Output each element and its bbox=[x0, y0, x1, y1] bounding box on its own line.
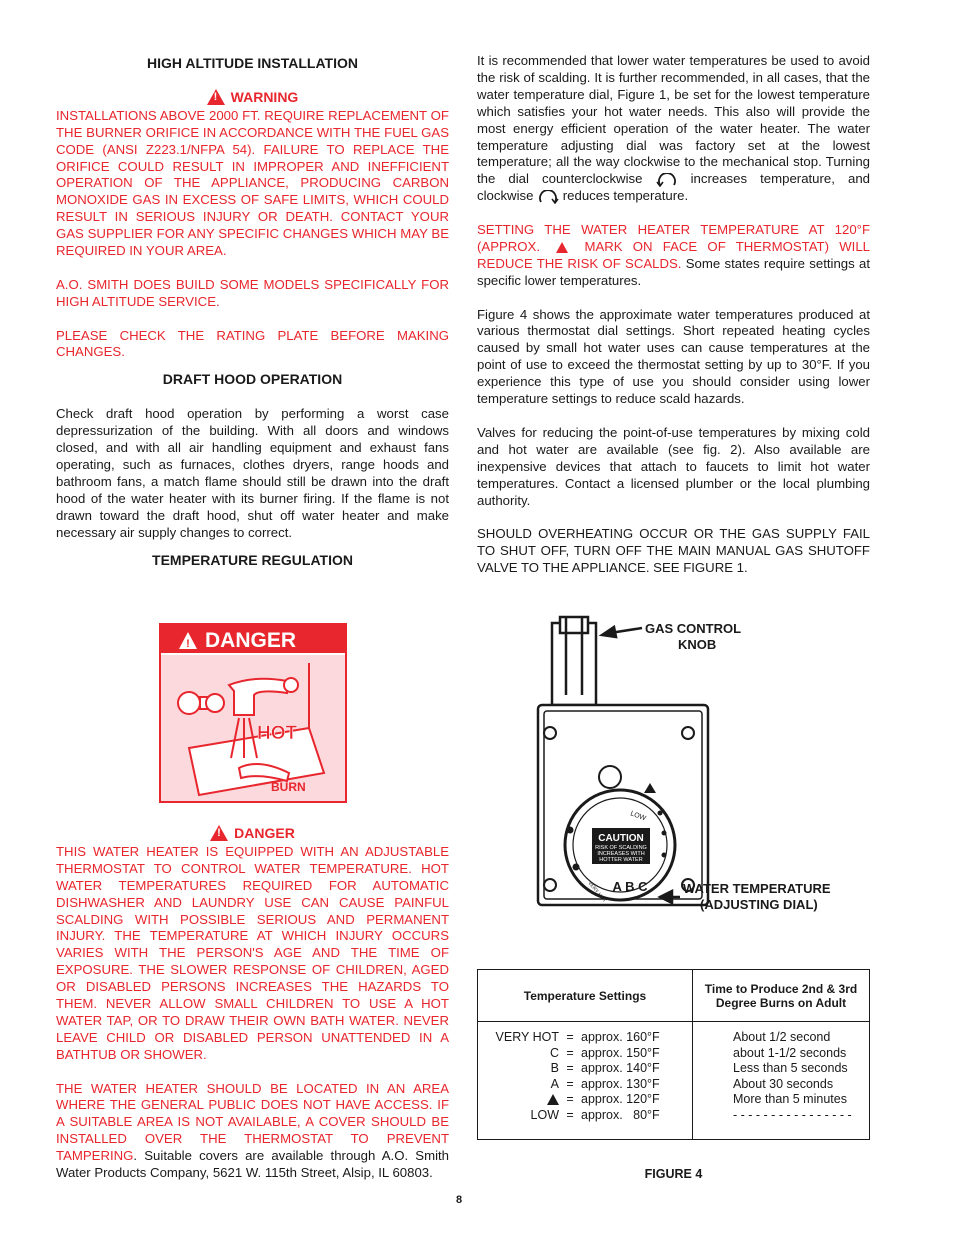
equals-sign: = bbox=[566, 1107, 574, 1122]
water-temp-label-2: (ADJUSTING DIAL) bbox=[700, 897, 818, 912]
gas-control-label-1: GAS CONTROL bbox=[645, 621, 742, 636]
burn-time: about 1-1/2 seconds bbox=[733, 1045, 847, 1060]
svg-text:!: ! bbox=[186, 638, 190, 650]
dial-very-hot-label: VERY HOT bbox=[586, 880, 608, 904]
table-header-settings: Temperature Settings bbox=[478, 970, 693, 1022]
setting-temperature: approx. 140°F bbox=[581, 1061, 660, 1075]
setting-temperature: approx. 150°F bbox=[581, 1045, 660, 1060]
danger-sign-title: DANGER bbox=[205, 629, 297, 652]
table-time-cell bbox=[693, 1022, 870, 1140]
burn-time: More than 5 minutes bbox=[733, 1092, 847, 1106]
setting-red-text-a: SETTING THE WATER HEATER TEMPERATURE AT 120°F (APPROX. bbox=[477, 222, 870, 254]
settings-list bbox=[479, 1030, 691, 1123]
equals-sign: = bbox=[566, 1045, 574, 1060]
setting-temperature: approx. 130°F bbox=[581, 1076, 660, 1091]
setting-temperature: approx. 120°F bbox=[581, 1092, 660, 1106]
danger-sign bbox=[159, 623, 347, 803]
setting-name bbox=[479, 1092, 559, 1108]
heading-temperature-regulation: TEMPERATURE REGULATION bbox=[152, 551, 353, 568]
recommendation-text-c: reduces temperature. bbox=[562, 188, 689, 204]
equals-sign: = bbox=[566, 1092, 574, 1106]
gas-control-diagram bbox=[530, 615, 860, 915]
danger-sign-hot: HOT bbox=[257, 723, 298, 744]
setting-name: LOW bbox=[530, 1107, 559, 1122]
thermostat-danger-text: THIS WATER HEATER IS EQUIPPED WITH AN ADJUSTABLE THERMOSTAT TO CONTROL WATER TEMPERATURE. HOT WATER TEMPERATURES REQUIRED FOR AUTOMATIC DISHWASHER AND LAUNDRY USE CAN CAUSE PAINFUL SCALDING WITH POSSIBLE SERIOUS AND PERMANENT INJURY. THE TEMPERATURE AT WHICH INJURY OCCURS VARIES WITH THE PERSON'S AGE AND THE TIME OF EXPOSURE. THE SLOWER RESPONSE OF CHILDREN, AGED OR DISABLED PERSONS INCREASES THE HAZARDS TO THEM. NEVER ALLOW SMALL CHILDREN TO USE A HOT WATER TAP, OR TO DRAW THEIR OWN BATH WATER. NEVER LEAVE CHILD OR DISABLED PERSON UNATTENDED IN A BATHTUB OR SHOWER. bbox=[56, 843, 449, 1062]
recommendation-text bbox=[477, 53, 870, 205]
triangle-mark-icon bbox=[556, 242, 568, 253]
burn-time: - - - - - - - - - - - - - - - - bbox=[733, 1107, 852, 1122]
page-number: 8 bbox=[455, 1194, 463, 1206]
dial-low-label: LOW bbox=[629, 810, 647, 823]
dial-letters: A B C bbox=[612, 879, 648, 894]
burn-time: Less than 5 seconds bbox=[733, 1061, 848, 1075]
triangle-mark-icon bbox=[547, 1094, 559, 1105]
table-settings-cell bbox=[478, 1022, 693, 1140]
caution-text: CAUTION bbox=[598, 833, 644, 844]
table-header-time: Time to Produce 2nd & 3rd Degree Burns on Adult bbox=[693, 970, 870, 1022]
danger-icon bbox=[210, 825, 228, 841]
time-list bbox=[733, 1030, 868, 1123]
gas-control-figure bbox=[530, 615, 860, 915]
left-column bbox=[56, 55, 449, 585]
recommendation-text-b: increases temperature, and clockwise bbox=[477, 171, 870, 204]
location-red-text: THE WATER HEATER SHOULD BE LOCATED IN AN AREA WHERE THE GENERAL PUBLIC DOES NOT HAVE ACCESS. IF A SUITABLE AREA IS NOT AVAILABLE, A COVER SHOULD BE INSTALLED OVER THE THERMOSTAT TO PREVENT TAMPERING bbox=[56, 1080, 449, 1164]
gas-control-label-2: KNOB bbox=[678, 637, 717, 652]
danger-label: DANGER bbox=[234, 825, 295, 841]
danger-sign-graphic bbox=[159, 623, 347, 803]
setting-text bbox=[477, 222, 870, 290]
draft-hood-text: Check draft hood operation by performing a worst case depressurization of the building. With all doors and windows closed, and with all air handling equipment and exhaust fans operating, such as furnaces, clothes dryers, range hoods and bathroom fans, a match flame should still be drawn into the draft hood of the water heater with its burner firing. If the flame is not drawn toward the draft hood, shut off water heater and make necessary air supply changes to correct. bbox=[56, 406, 449, 540]
setting-temperature: approx. 80°F bbox=[581, 1107, 660, 1122]
table-row bbox=[479, 1046, 691, 1062]
table-row bbox=[479, 1061, 691, 1077]
left-column-lower bbox=[56, 825, 449, 1199]
danger-sign-burn: BURN bbox=[271, 780, 306, 794]
table-row bbox=[479, 1092, 691, 1108]
danger-heading bbox=[56, 825, 449, 842]
setting-name: A bbox=[550, 1076, 559, 1091]
valves-text: Valves for reducing the point-of-use temperatures by mixing cold and hot water are available (see fig. 2). Also available are inexpensive devices that attach to faucets to limit hot water temperatures. Contact a licensed plumber or the local plumbing authority. bbox=[477, 424, 870, 508]
right-column bbox=[477, 53, 870, 594]
rating-plate-text: PLEASE CHECK THE RATING PLATE BEFORE MAKING CHANGES. bbox=[56, 327, 449, 360]
burn-time: About 30 seconds bbox=[733, 1076, 834, 1091]
table-row bbox=[479, 1108, 691, 1124]
caution-line-3: INCREASES WITH bbox=[597, 851, 645, 857]
setting-name: C bbox=[549, 1045, 559, 1060]
clockwise-icon bbox=[537, 190, 559, 204]
location-text bbox=[56, 1081, 449, 1182]
location-black-text: . Suitable covers are available through A.O. Smith Water Products Company, 5621 W. 115th Street, Alsip, IL 60803. bbox=[56, 1148, 449, 1181]
heading-draft-hood: DRAFT HOOD OPERATION bbox=[162, 371, 343, 388]
high-altitude-models-text: A.O. SMITH DOES BUILD SOME MODELS SPECIFICALLY FOR HIGH ALTITUDE SERVICE. bbox=[56, 276, 449, 309]
figure-caption: FIGURE 4 bbox=[644, 1167, 703, 1181]
equals-sign: = bbox=[566, 1061, 574, 1075]
temperature-table bbox=[477, 969, 870, 1140]
setting-name: VERY HOT bbox=[495, 1030, 559, 1044]
warning-label: WARNING bbox=[230, 88, 299, 105]
counterclockwise-icon bbox=[656, 173, 678, 187]
setting-red-text-b: MARK ON FACE OF THERMOSTAT) WILL REDUCE THE RISK OF SCALDS. bbox=[477, 238, 870, 271]
warning-icon bbox=[207, 89, 225, 105]
figure4-explanation-text: Figure 4 shows the approximate water temperatures produced at various thermostat dial settings. Short repeated heating cycles caused by small hot water uses can cause temperatures at the point of use to exceed the thermostat setting by up to 30°F. If you experience this type of use you should consider using lower temperature settings to reduce scald hazards. bbox=[477, 306, 870, 407]
table-row bbox=[479, 1077, 691, 1093]
setting-temperature: approx. 160°F bbox=[581, 1030, 660, 1044]
caution-line-2: RISK OF SCALDING bbox=[595, 845, 647, 851]
heading-high-altitude: HIGH ALTITUDE INSTALLATION bbox=[146, 55, 358, 71]
table-row bbox=[479, 1030, 691, 1046]
equals-sign: = bbox=[566, 1030, 574, 1044]
overheating-text: SHOULD OVERHEATING OCCUR OR THE GAS SUPPLY FAIL TO SHUT OFF, TURN OFF THE MAIN MANUAL GAS SHUTOFF VALVE TO THE APPLIANCE. SEE FIGURE 1. bbox=[477, 526, 870, 576]
setting-black-text: Some states require settings at specific lower temperatures. bbox=[477, 255, 870, 288]
equals-sign: = bbox=[566, 1076, 574, 1091]
recommendation-text-a: It is recommended that lower water temperatures be used to avoid the risk of scalding. It is further recommended, in all cases, that the water temperature dial, Figure 1, be set for the lowest temperature which satisfies your hot water needs. This also will provide the most energy efficient operation of the water heater. The water temperature adjusting dial was factory set at the lowest temperature; all the way clockwise to the mechanical stop. Turning the dial counterclockwise bbox=[477, 53, 870, 187]
caution-line-4: HOTTER WATER bbox=[599, 857, 643, 863]
high-altitude-warning-text: INSTALLATIONS ABOVE 2000 FT. REQUIRE REPLACEMENT OF THE BURNER ORIFICE IN ACCORDANCE WITH THE FUEL GAS CODE (ANSI Z223.1/NFPA 54). FAILURE TO REPLACE THE ORIFICE COULD RESULT IN IMPROPER AND INEFFICIENT OPERATION OF THE APPLIANCE, PRODUCING CARBON MONOXIDE GAS IN EXCESS OF SAFE LIMITS, WHICH COULD RESULT IN SERIOUS INJURY OR DEATH. CONTACT YOUR GAS SUPPLIER FOR ANY SPECIFIC CHANGES WHICH MAY BE REQUIRED IN YOUR AREA. bbox=[56, 107, 449, 259]
burn-time: About 1/2 second bbox=[733, 1030, 831, 1044]
setting-name: B bbox=[550, 1061, 559, 1075]
water-temp-label-1: WATER TEMPERATURE bbox=[683, 881, 831, 896]
warning-heading bbox=[56, 89, 449, 106]
